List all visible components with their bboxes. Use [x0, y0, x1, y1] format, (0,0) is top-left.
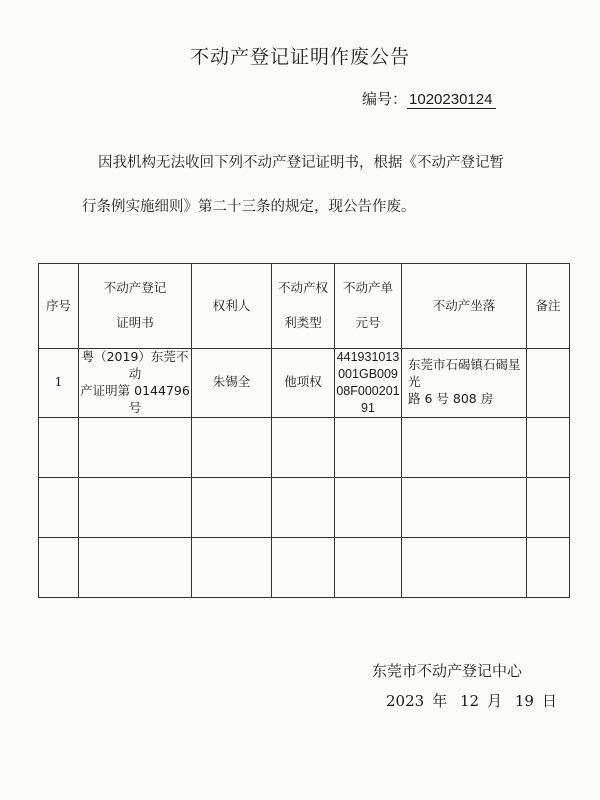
table-row-empty: [39, 537, 570, 597]
document-number: [362, 88, 496, 109]
document-number-label: 编号：: [362, 90, 408, 108]
body-paragraph-line-1: 因我机构无法收回下列不动产登记证明书，根据《不动产登记暂: [98, 155, 504, 171]
date-year-unit: 年: [432, 692, 448, 710]
header-unit-number: [335, 264, 402, 349]
date-day-unit: 日: [541, 692, 557, 710]
page-title: 不动产登记证明作废公告: [189, 46, 410, 68]
cell-holder: 朱锡全: [192, 349, 272, 418]
header-location: 不动产坐落: [402, 264, 527, 349]
date-month: 12: [459, 692, 480, 710]
table-header-row: [39, 264, 570, 349]
cell-location-line-1: 东莞市石碣镇石碣星光: [408, 357, 521, 390]
header-seq: 序号: [39, 264, 79, 349]
cell-remark: [527, 349, 570, 418]
date-month-unit: 月: [487, 692, 503, 710]
cell-location-line-2: 路 6 号 808 房: [408, 391, 494, 407]
certificate-table: [38, 263, 570, 598]
header-right-type: [272, 264, 335, 349]
header-holder: 权利人: [192, 264, 272, 349]
cell-certificate: [79, 349, 192, 418]
cell-unit-number-line-3: 08F000201: [336, 383, 400, 398]
cell-seq: 1: [39, 349, 79, 418]
header-certificate-line-1: 不动产登记: [103, 280, 167, 296]
table-row: [39, 349, 570, 418]
document-number-value: 1020230124: [407, 91, 496, 109]
table-row-empty: [39, 477, 570, 537]
issuing-organization: 东莞市不动产登记中心: [372, 662, 523, 680]
cell-unit-number-line-1: 441931013: [336, 350, 400, 364]
cell-certificate-line-2: 产证明第 0144796 号: [80, 382, 190, 415]
date-day: 19: [514, 692, 534, 710]
header-certificate: [79, 264, 192, 349]
cell-certificate-line-1: 粤（2019）东莞不动: [81, 349, 189, 381]
cell-unit-number-line-4: 91: [361, 400, 375, 415]
header-unit-number-line-2: 元号: [355, 315, 381, 330]
body-paragraph-line-2: 行条例实施细则》第二十三条的规定，现公告作废。: [82, 199, 416, 215]
header-unit-number-line-1: 不动产单: [342, 280, 393, 296]
header-right-type-line-1: 不动产权: [277, 280, 328, 296]
header-certificate-line-2: 证明书: [116, 315, 154, 330]
cell-location: [402, 349, 527, 418]
cell-unit-number-line-2: 001GB009: [338, 366, 398, 381]
header-right-type-line-2: 利类型: [284, 315, 322, 330]
date-year: 2023: [386, 692, 425, 710]
header-remark: 备注: [527, 264, 570, 349]
cell-unit-number: [335, 349, 402, 418]
cell-right-type: 他项权: [272, 349, 335, 418]
issue-date: [386, 690, 565, 711]
table-row-empty: [39, 417, 570, 477]
